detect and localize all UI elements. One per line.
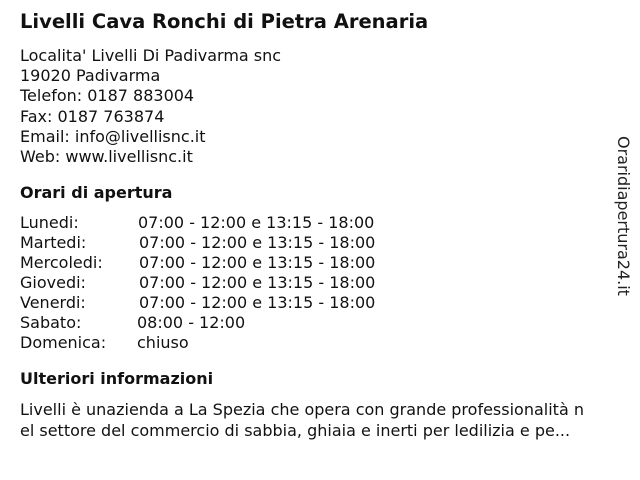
- hours-row-giovedi: [20, 273, 620, 293]
- hours-day: Sabato:: [20, 313, 82, 333]
- hours-row-mercoledi: [20, 253, 620, 273]
- phone-number: Telefon: 0187 883004: [20, 86, 195, 106]
- hours-time: 07:00 - 12:00 e 13:15 - 18:00: [138, 213, 375, 233]
- hours-day: Mercoledi:: [20, 253, 103, 273]
- info-text-line: el settore del commercio di sabbia, ghiaia e inerti per ledilizia e pe...: [20, 421, 571, 441]
- hours-time: 07:00 - 12:00 e 13:15 - 18:00: [139, 293, 376, 313]
- info-description: [20, 399, 620, 441]
- hours-day: Domenica:: [20, 333, 107, 353]
- info-text-line: Livelli è unazienda a La Spezia che opera con grande professionalità n: [20, 400, 584, 420]
- hours-row-martedi: [20, 233, 620, 253]
- hours-time: 07:00 - 12:00 e 13:15 - 18:00: [139, 273, 376, 293]
- hours-row-domenica: [20, 333, 620, 353]
- email-address: Email: info@livellisnc.it: [20, 126, 206, 146]
- hours-day: Giovedi:: [20, 273, 86, 293]
- watermark-text: Oraridiapertura24.it: [614, 136, 633, 296]
- info-heading: Ulteriori informazioni: [20, 369, 214, 389]
- hours-time: 07:00 - 12:00 e 13:15 - 18:00: [139, 233, 376, 253]
- hours-time: 08:00 - 12:00: [137, 313, 246, 333]
- hours-day: Venerdi:: [20, 293, 86, 313]
- hours-day: Lunedi:: [20, 213, 79, 233]
- fax-number: Fax: 0187 763874: [20, 106, 165, 126]
- hours-time: 07:00 - 12:00 e 13:15 - 18:00: [139, 253, 376, 273]
- hours-row-lunedi: [20, 213, 620, 233]
- address-city: 19020 Padivarma: [20, 66, 161, 86]
- hours-heading: Orari di apertura: [20, 183, 173, 203]
- address-block: [20, 46, 620, 167]
- address-street: Localita' Livelli Di Padivarma snc: [20, 46, 282, 65]
- hours-row-sabato: [20, 313, 620, 333]
- business-card: [20, 8, 620, 441]
- hours-table: [20, 213, 620, 353]
- site-watermark: [611, 136, 635, 312]
- website-address: Web: www.livellisnc.it: [20, 147, 193, 167]
- hours-time: chiuso: [137, 333, 189, 353]
- business-name: Livelli Cava Ronchi di Pietra Arenaria: [20, 10, 429, 33]
- hours-day: Martedi:: [20, 233, 87, 253]
- hours-row-venerdi: [20, 293, 620, 313]
